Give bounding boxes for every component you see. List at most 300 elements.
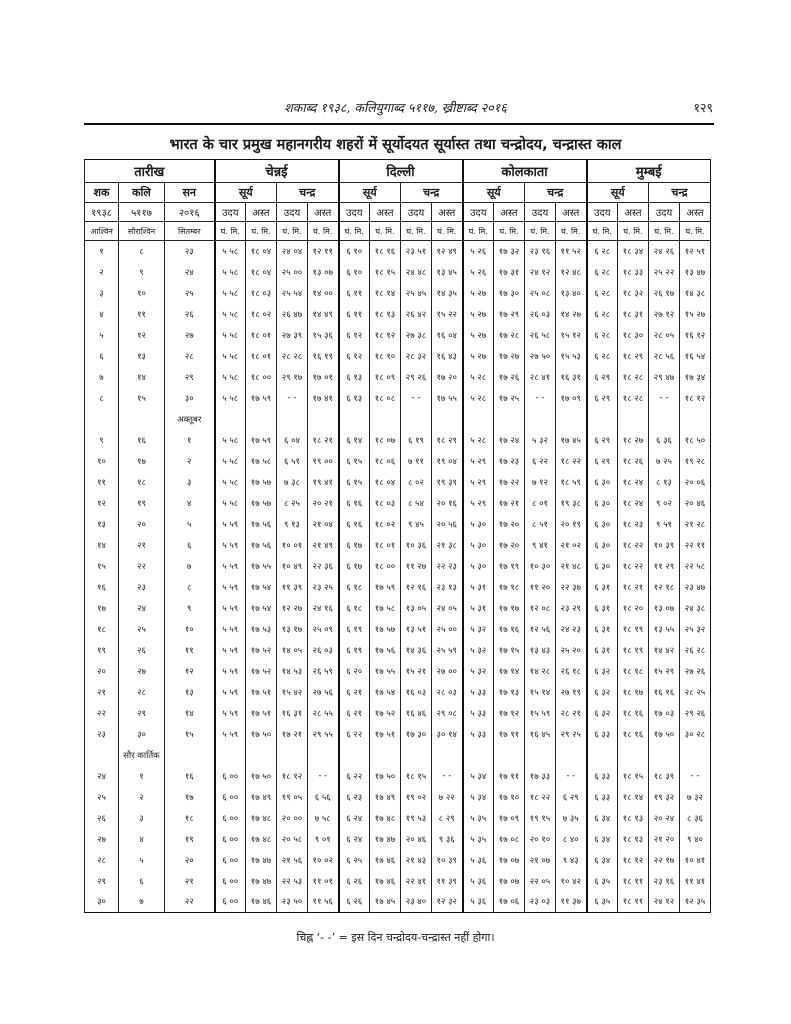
time-cell: १६ ४६ [401, 703, 432, 724]
time-cell: १५ ३६ [308, 325, 339, 346]
time-cell: ६ ३१ [587, 619, 618, 640]
time-cell: २९ २६ [401, 367, 432, 388]
time-cell: ५ ५८ [215, 430, 246, 451]
time-cell: १८ ०३ [370, 493, 401, 514]
moon-group-header: चन्द्र [525, 183, 587, 203]
time-cell: ६ १० [339, 241, 370, 262]
time-cell: १७ २० [494, 514, 525, 535]
time-cell: ५ ५८ [215, 283, 246, 304]
time-cell: ६ १६ [339, 514, 370, 535]
date-cell: १७ [165, 787, 215, 808]
time-cell: १८ २९ [618, 346, 649, 367]
date-cell: २४ [165, 262, 215, 283]
time-cell: १७ ०६ [494, 892, 525, 913]
date-cell: २१ [165, 871, 215, 892]
table-body [85, 241, 711, 913]
time-cell: ६ ३४ [587, 829, 618, 850]
time-cell: ६ २८ [587, 262, 618, 283]
time-cell: ६ १८ [339, 577, 370, 598]
time-cell: २० ५६ [432, 514, 463, 535]
time-cell: १७ १९ [494, 556, 525, 577]
date-cell: २२ [85, 703, 119, 724]
time-cell: ६ १९ [401, 430, 432, 451]
time-cell: १७ ५५ [432, 388, 463, 409]
date-cell: १४ [165, 703, 215, 724]
time-cell: - - [277, 388, 308, 409]
month-label-1: सौराश्विन [119, 222, 165, 241]
time-cell: १२ ३२ [432, 892, 463, 913]
time-cell: १८ २४ [618, 493, 649, 514]
time-cell: १७ ०८ [494, 829, 525, 850]
time-cell: १८ १३ [618, 808, 649, 829]
time-cell [432, 409, 463, 430]
time-cell: ६ ३१ [587, 640, 618, 661]
time-cell: २९ ५५ [308, 724, 339, 745]
time-cell: १७ २० [432, 367, 463, 388]
table-row [85, 472, 711, 493]
time-cell: ८ ०२ [401, 472, 432, 493]
date-cell: २९ [165, 367, 215, 388]
time-cell: १७ १६ [494, 619, 525, 640]
time-cell: २५ ५९ [432, 640, 463, 661]
time-cell: २० २४ [649, 808, 680, 829]
time-cell: १७ ५९ [370, 577, 401, 598]
time-cell: ५ ५८ [215, 304, 246, 325]
time-cell: ८ ५४ [401, 493, 432, 514]
unit-header: घं. मि. [339, 222, 370, 241]
table-row [85, 304, 711, 325]
time-cell: १८ १७ [618, 682, 649, 703]
table-row [85, 262, 711, 283]
time-cell: १९ ०५ [277, 787, 308, 808]
time-cell: २३ ४० [401, 892, 432, 913]
time-cell: १७ २७ [494, 346, 525, 367]
month-break-row [85, 745, 711, 766]
time-cell: ६ २९ [587, 430, 618, 451]
time-cell: २५ ०० [432, 619, 463, 640]
sun-group-header: सूर्य [463, 183, 525, 203]
time-cell: ५ ५८ [215, 262, 246, 283]
time-cell: १५ २१ [401, 661, 432, 682]
table-row [85, 283, 711, 304]
time-cell: ७ ३८ [277, 472, 308, 493]
time-cell: १८ ०७ [370, 430, 401, 451]
time-cell: १८ २२ [618, 535, 649, 556]
time-cell: २३ १६ [649, 871, 680, 892]
time-cell: ६ २० [339, 661, 370, 682]
date-cell: १४ [85, 535, 119, 556]
time-cell: २२ ५८ [680, 556, 711, 577]
time-cell: ११ ५२ [556, 241, 587, 262]
table-row [85, 871, 711, 892]
time-cell: १७ ४९ [370, 787, 401, 808]
time-cell: १८ ३३ [618, 262, 649, 283]
time-cell: १९ २८ [680, 451, 711, 472]
time-cell: १३ ०७ [649, 598, 680, 619]
time-cell: १० ३० [525, 556, 556, 577]
time-cell: २८ २८ [277, 346, 308, 367]
time-cell: ११ ४१ [680, 871, 711, 892]
time-cell: १२ २७ [277, 598, 308, 619]
time-cell: १९ ३२ [649, 787, 680, 808]
time-cell: २० १९ [556, 514, 587, 535]
time-cell: ५ २९ [463, 451, 494, 472]
time-cell: ११ ०१ [308, 871, 339, 892]
time-cell: १३ ४५ [432, 262, 463, 283]
date-group-header: तारीख [85, 160, 215, 183]
time-cell: २४ १२ [649, 892, 680, 913]
date-cell: ९ [165, 598, 215, 619]
time-cell: २१ ०४ [308, 514, 339, 535]
time-cell: ६ २३ [339, 787, 370, 808]
time-cell: १७ ४५ [370, 892, 401, 913]
time-cell: १८ १४ [618, 787, 649, 808]
time-cell: १४ ५३ [277, 661, 308, 682]
time-cell: १७ ११ [494, 766, 525, 787]
date-cell: ९ [119, 262, 165, 283]
time-cell [649, 409, 680, 430]
time-cell: १५ २७ [680, 304, 711, 325]
time-cell: १८ २४ [618, 472, 649, 493]
date-cell: २९ [85, 871, 119, 892]
time-cell: ६ ३४ [587, 850, 618, 871]
date-cell: १८ [119, 472, 165, 493]
date-cell: २ [85, 262, 119, 283]
table-row [85, 661, 711, 682]
time-cell: ९ ५१ [649, 514, 680, 535]
date-cell: १९ [119, 493, 165, 514]
time-cell: २१ ४३ [401, 850, 432, 871]
time-cell: ६ ११ [339, 304, 370, 325]
set-header: अस्त [494, 203, 525, 222]
date-cell: १६ [165, 766, 215, 787]
time-cell: ५ ५९ [215, 661, 246, 682]
rise-header: उदय [339, 203, 370, 222]
time-cell: २३ १६ [525, 241, 556, 262]
time-cell: २८ २५ [680, 682, 711, 703]
time-cell [277, 409, 308, 430]
time-cell: १७ २२ [494, 472, 525, 493]
time-cell: २७ ३८ [401, 325, 432, 346]
time-cell: २३ २५ [308, 577, 339, 598]
time-cell: २८ ३२ [401, 346, 432, 367]
time-cell: ५ २८ [463, 367, 494, 388]
time-cell: १७ ५२ [246, 640, 277, 661]
table-row [85, 367, 711, 388]
time-cell: ८ ४० [556, 829, 587, 850]
time-cell: १८ १३ [618, 829, 649, 850]
time-cell: २३ ०३ [525, 892, 556, 913]
time-cell: ५ ३३ [463, 724, 494, 745]
time-cell: ५ ५८ [215, 388, 246, 409]
time-cell: १७ ०७ [494, 871, 525, 892]
date-cell [165, 745, 215, 766]
time-cell: ५ ३६ [463, 850, 494, 871]
table-row [85, 640, 711, 661]
date-cell: २८ [85, 850, 119, 871]
time-cell: १७ ४६ [370, 850, 401, 871]
time-cell: १७ ५८ [246, 451, 277, 472]
time-cell: १० ४२ [556, 871, 587, 892]
time-cell: १४ ४२ [649, 640, 680, 661]
time-cell: ५ २९ [463, 472, 494, 493]
header-rule [84, 123, 714, 125]
date-cell: २७ [85, 829, 119, 850]
time-cell: ११ ३७ [556, 892, 587, 913]
time-cell: ६ १४ [339, 430, 370, 451]
time-cell: १७ १३ [494, 682, 525, 703]
date-cell: २० [85, 661, 119, 682]
date-cell: २३ [165, 241, 215, 262]
time-cell: ५ ५९ [215, 577, 246, 598]
era-header-text: शकाब्द १९३८, कलियुगाब्द ५११७, ख्रीष्टाब्द २०१६ [284, 100, 507, 115]
time-cell: ६ २८ [587, 325, 618, 346]
time-cell: १५ १२ [556, 325, 587, 346]
time-cell: ८ २९ [432, 808, 463, 829]
time-cell: ६ २८ [587, 346, 618, 367]
time-cell: १४ ३८ [680, 283, 711, 304]
time-cell: १७ ५० [246, 766, 277, 787]
time-cell: २९ ०८ [432, 703, 463, 724]
time-cell [308, 409, 339, 430]
time-cell: २३ ५० [277, 892, 308, 913]
time-cell: ५ ५९ [215, 682, 246, 703]
time-cell: ९ ०१ [308, 829, 339, 850]
time-cell: ६ २६ [339, 892, 370, 913]
set-header: अस्त [432, 203, 463, 222]
time-cell: ६ १० [339, 262, 370, 283]
date-cell: २१ [85, 682, 119, 703]
time-cell: १७ २४ [494, 430, 525, 451]
time-cell: ५ ५८ [215, 241, 246, 262]
time-cell: १७ २१ [494, 493, 525, 514]
time-cell: २२ ०५ [525, 871, 556, 892]
time-cell: १७ ४६ [370, 871, 401, 892]
time-cell: ६ ३३ [587, 787, 618, 808]
time-cell: २८ ०५ [649, 325, 680, 346]
time-cell: १२ १६ [401, 577, 432, 598]
time-cell: ५ २७ [463, 283, 494, 304]
time-cell: ६ ०० [215, 892, 246, 913]
date-cell: २८ [119, 682, 165, 703]
time-cell: १८ ०० [246, 367, 277, 388]
time-cell: १८ १६ [618, 724, 649, 745]
date-cell: १२ [119, 325, 165, 346]
time-cell: १० ०१ [277, 535, 308, 556]
time-cell: १३ ०७ [308, 262, 339, 283]
time-cell: ५ ५८ [215, 451, 246, 472]
time-cell: २८ ०३ [432, 682, 463, 703]
time-cell: ६ ०० [215, 829, 246, 850]
time-cell: १७ ५६ [246, 514, 277, 535]
time-cell: २५ ३२ [680, 619, 711, 640]
time-cell: १६ ०४ [432, 325, 463, 346]
time-cell: ५ ५९ [215, 619, 246, 640]
time-cell: १८ १२ [277, 766, 308, 787]
time-cell: १८ ३० [618, 325, 649, 346]
time-cell: ५ ५८ [215, 325, 246, 346]
time-cell: ६ २२ [525, 451, 556, 472]
time-cell: २२ २३ [432, 556, 463, 577]
time-cell: १७ ५८ [370, 598, 401, 619]
table-row [85, 577, 711, 598]
time-cell: ११ ३९ [432, 871, 463, 892]
time-cell: ५ ३४ [463, 766, 494, 787]
time-cell: २५ २० [556, 640, 587, 661]
sun-group-header: सूर्य [215, 183, 277, 203]
time-cell: ५ ५९ [215, 640, 246, 661]
time-cell: १८ ३१ [618, 304, 649, 325]
time-cell: १७ १७ [494, 598, 525, 619]
time-cell: १६ १२ [680, 325, 711, 346]
time-cell: ५ ३० [463, 514, 494, 535]
time-cell: ५ ३२ [525, 430, 556, 451]
date-cell: २६ [165, 304, 215, 325]
time-cell [308, 745, 339, 766]
time-cell: १२ ५१ [680, 241, 711, 262]
time-cell: १५ १४ [525, 682, 556, 703]
time-cell: ६ २४ [339, 829, 370, 850]
date-cell: १३ [119, 346, 165, 367]
set-header: अस्त [680, 203, 711, 222]
date-cell [85, 409, 119, 430]
unit-header: घं. मि. [494, 222, 525, 241]
set-header: अस्त [556, 203, 587, 222]
time-cell: २६ ४७ [277, 304, 308, 325]
time-cell [494, 409, 525, 430]
time-cell: २८ २१ [556, 703, 587, 724]
date-cell: २६ [85, 808, 119, 829]
date-cell: ५ [85, 325, 119, 346]
time-cell: ५ ५८ [215, 493, 246, 514]
time-cell: २६ ५८ [525, 325, 556, 346]
time-cell: ६ २२ [339, 724, 370, 745]
time-cell: २९ २६ [680, 703, 711, 724]
time-cell: २० १६ [432, 493, 463, 514]
time-cell: १६ ४५ [525, 724, 556, 745]
time-cell: - - [680, 766, 711, 787]
table-row [85, 598, 711, 619]
time-cell [370, 409, 401, 430]
time-cell: १७ २८ [494, 325, 525, 346]
time-cell: ७ २५ [649, 451, 680, 472]
time-cell: ५ ३१ [463, 598, 494, 619]
time-cell: ११ २९ [649, 556, 680, 577]
time-cell: १५ ५३ [556, 346, 587, 367]
unit-header: घं. मि. [308, 222, 339, 241]
time-cell: ६ ५६ [308, 787, 339, 808]
rise-header: उदय [587, 203, 618, 222]
time-cell: ६ ३२ [587, 703, 618, 724]
time-cell: १४ ३६ [401, 640, 432, 661]
time-cell: १९ ५३ [401, 808, 432, 829]
time-cell: - - [556, 766, 587, 787]
era-label-2: सन [165, 183, 215, 203]
time-cell: ५ ३२ [463, 640, 494, 661]
time-cell: ७ ११ [401, 451, 432, 472]
time-cell: ३० १४ [432, 724, 463, 745]
time-cell: १८ २९ [432, 430, 463, 451]
time-cell: २९ १७ [277, 367, 308, 388]
time-cell: १७ १५ [494, 640, 525, 661]
unit-header: घं. मि. [432, 222, 463, 241]
time-cell: १७ ५७ [246, 472, 277, 493]
date-cell: ८ [119, 241, 165, 262]
almanac-table [84, 159, 711, 913]
table-row [85, 682, 711, 703]
time-cell: २२ ५३ [277, 871, 308, 892]
time-cell: ६ ३२ [587, 661, 618, 682]
time-cell: १७ ११ [494, 724, 525, 745]
time-cell: २६ १७ [649, 283, 680, 304]
time-cell: १० ३९ [649, 535, 680, 556]
time-cell: १८ ०४ [246, 262, 277, 283]
time-cell: १६ १६ [649, 682, 680, 703]
unit-header: घं. मि. [401, 222, 432, 241]
time-cell: ६ ३० [587, 493, 618, 514]
time-cell: १८ ०३ [246, 283, 277, 304]
time-cell: १३ ४० [556, 283, 587, 304]
time-cell: २४ ४८ [401, 262, 432, 283]
time-cell [649, 745, 680, 766]
date-cell: २ [119, 787, 165, 808]
time-cell: ५ ३५ [463, 808, 494, 829]
time-cell: १७ ४६ [246, 892, 277, 913]
time-cell: ८ ०१ [525, 493, 556, 514]
time-cell: २६ ०३ [308, 640, 339, 661]
time-cell: १७ ५९ [246, 388, 277, 409]
time-cell: ९ ४५ [401, 514, 432, 535]
time-cell: १५ ५९ [525, 703, 556, 724]
time-cell: - - [649, 388, 680, 409]
time-cell: २७ ३९ [277, 325, 308, 346]
time-cell: ६ १५ [339, 472, 370, 493]
time-cell: ६ १५ [339, 451, 370, 472]
time-cell: १७ २१ [277, 724, 308, 745]
date-cell: २७ [119, 661, 165, 682]
time-cell [463, 409, 494, 430]
time-cell: ६ २४ [339, 808, 370, 829]
time-cell: २७ ५६ [308, 682, 339, 703]
date-cell: ९ [85, 430, 119, 451]
time-cell: १८ १३ [370, 304, 401, 325]
table-row [85, 892, 711, 913]
time-cell: २६ ०३ [525, 304, 556, 325]
date-cell: १ [85, 241, 119, 262]
time-cell: २० ५८ [277, 829, 308, 850]
table-row [85, 493, 711, 514]
date-cell: ६ [165, 535, 215, 556]
time-cell [618, 745, 649, 766]
time-cell: ६ २९ [587, 367, 618, 388]
month-break-label: अक्तूबर [165, 409, 215, 430]
time-cell: १८ १५ [370, 262, 401, 283]
table-row [85, 346, 711, 367]
time-cell: १७ ५१ [246, 703, 277, 724]
unit-header: घं. मि. [680, 222, 711, 241]
rise-header: उदय [463, 203, 494, 222]
time-cell: २८ ४१ [525, 367, 556, 388]
time-cell: १७ ४७ [246, 871, 277, 892]
time-cell: ७ ३५ [556, 808, 587, 829]
time-cell: ५ ३५ [463, 829, 494, 850]
page-title: भारत के चार प्रमुख महानगरीय शहरों में सूर्योदयत सूर्यास्त तथा चन्द्रोदय, चन्द्रास्त काल [169, 137, 622, 153]
time-cell [246, 409, 277, 430]
time-cell: १७ ५३ [246, 619, 277, 640]
time-cell: ६ ३६ [649, 430, 680, 451]
date-cell: १२ [85, 493, 119, 514]
time-cell: १८ ०० [370, 556, 401, 577]
